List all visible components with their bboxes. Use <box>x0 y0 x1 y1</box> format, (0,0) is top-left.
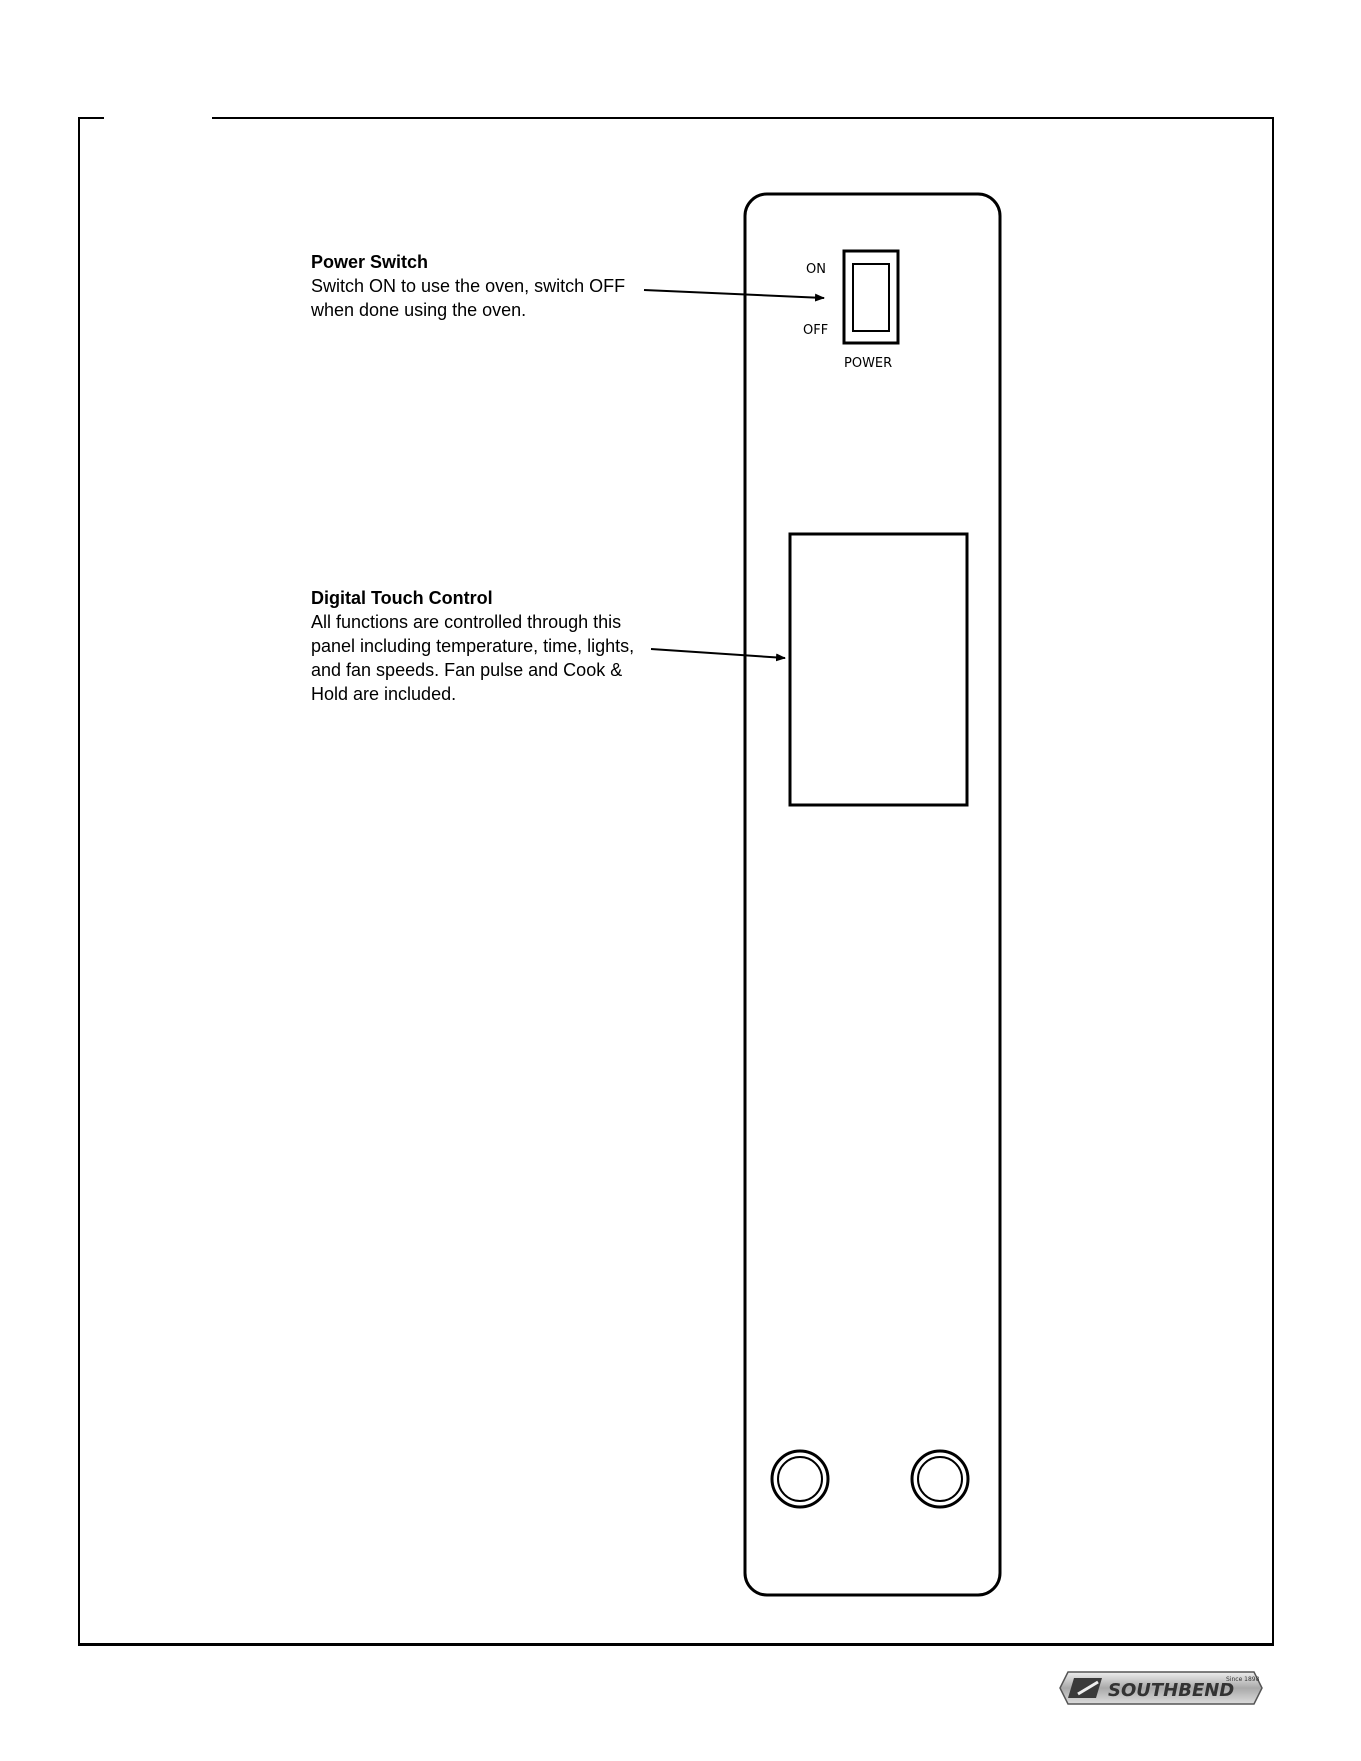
southbend-logo <box>1058 1670 1264 1706</box>
left-round-button[interactable] <box>772 1451 828 1507</box>
right-round-button[interactable] <box>912 1451 968 1507</box>
switch-on-label: ON <box>806 262 826 277</box>
control-panel-outline <box>745 194 1000 1595</box>
digital-touch-heading: Digital Touch Control <box>311 588 493 608</box>
power-rocker-switch[interactable] <box>844 251 898 343</box>
power-switch-heading: Power Switch <box>311 252 429 272</box>
svg-text:SOUTHBEND: SOUTHBEND <box>1108 1680 1235 1701</box>
svg-text:Since 1898: Since 1898 <box>1226 1676 1260 1683</box>
switch-power-label: POWER <box>844 356 893 371</box>
digital-touch-control-area[interactable] <box>790 534 967 805</box>
power-switch-description: Switch ON to use the oven, switch OFF when done using the oven. <box>311 276 626 320</box>
digital-touch-description: All functions are controlled through this panel including temperature, time, lights, and fan speeds. Fan pulse and Cook & Hold are included. <box>311 612 635 704</box>
switch-off-label: OFF <box>803 323 829 338</box>
